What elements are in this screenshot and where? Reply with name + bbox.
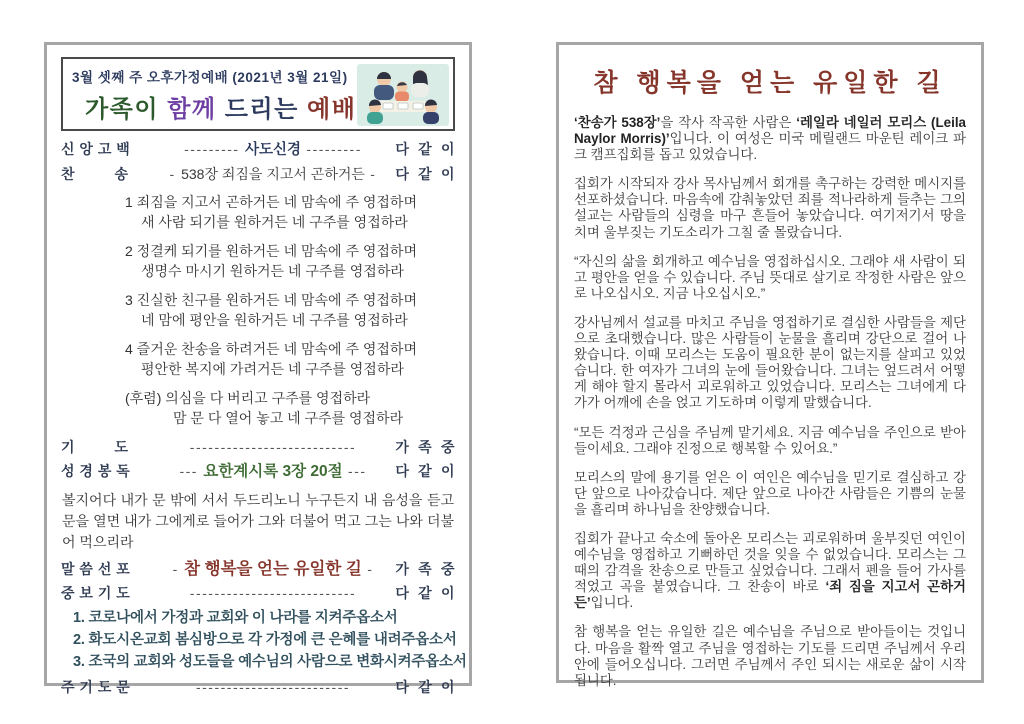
sermon-paragraph: 모리스의 말에 용기를 얻은 이 여인은 예수님을 믿기로 결심하고 강단 앞으로 나아갔습니다. 제단 앞으로 나아간 사람들은 기쁨의 눈물을 흘리며 하나님을 찬양했습니다. xyxy=(574,469,966,517)
intercession-item: 2. 화도시온교회 봄심방으로 각 가정에 큰 은혜를 내려주옵소서 xyxy=(73,632,457,648)
order-item-sermon xyxy=(61,559,455,579)
intercession-item: 3. 조국의 교회와 성도들을 예수님의 사람으로 변화시켜주옵소서 xyxy=(73,654,467,670)
verse-line: (후렴) 의심을 다 버리고 구주를 영접하라 xyxy=(125,390,371,406)
dashes: --- xyxy=(179,463,204,479)
order-item-confession xyxy=(61,139,455,160)
hymn-title: 538장 죄짐을 지고서 곤하거든 xyxy=(181,166,365,182)
verse-line: 맘 문 다 열어 놓고 네 구주를 영접하라 xyxy=(173,410,404,426)
order-by: 다 같 이 xyxy=(395,585,455,601)
order-item-prayer xyxy=(61,437,455,457)
worship-header-text xyxy=(71,64,357,124)
order-by: 가 족 중 xyxy=(395,561,455,577)
worship-header xyxy=(61,57,455,131)
order-item-lords-prayer xyxy=(61,677,455,697)
scripture-reference: 요한계시록 3장 20절 xyxy=(203,463,343,480)
order-label: 중 보 기 도 xyxy=(61,585,131,601)
sermon-quote: “자신의 삶을 회개하고 예수님을 영접하십시오. 그래야 새 사람이 되고 평안을 얻을 수 있습니다. 주님 뜻대로 살기로 작정한 사람은 앞으로 나오십시오. 지금 나오십시오.” xyxy=(574,253,966,301)
worship-title-part: 함께 xyxy=(167,96,225,123)
apostles-creed-label: 사도신경 xyxy=(244,142,302,158)
dashes: --------------------------- xyxy=(189,585,357,601)
dash: - xyxy=(172,561,185,577)
hymn-verse xyxy=(125,290,455,330)
worship-title-part: 드리는 xyxy=(224,96,308,123)
scripture-text: 볼지어다 내가 문 밖에 서서 두드리노니 누구든지 내 음성을 듣고 문을 열면 내가 그에게로 들어가 그와 더불어 먹고 그는 나와 더불어 먹으리라 xyxy=(62,492,454,550)
hymn-verse xyxy=(125,192,455,232)
order-by: 다 같 이 xyxy=(395,166,455,182)
order-by: 가 족 중 xyxy=(395,439,455,455)
dash: - xyxy=(169,166,182,182)
order-middle xyxy=(165,164,381,184)
verse-line: 평안한 복지에 가려거든 네 구주를 영접하라 xyxy=(141,361,404,377)
order-by: 다 같 이 xyxy=(395,141,455,157)
hymn-title-bold: ‘죄 짐을 지고서 곤하거든’ xyxy=(574,579,966,611)
sermon-body xyxy=(574,115,966,689)
hymn-ref-bold: ‘찬송가 538장’ xyxy=(574,115,661,130)
sermon-paragraph: 강사님께서 설교를 마치고 주님을 영접하기로 결심한 사람들을 제단으로 초대했습니다. 많은 사람들이 눈물을 흘리며 강단으로 걸어 나왔습니다. 이때 모리스는 도움이 필요한 분이 없는지를 살피고 있었습니다. 한 여자가 그녀의 눈에 들어왔습니다. 그녀는 엎드려서 어떻게 해야 할지 몰라서 괴로워하고 있었습니다. 모리스는 그녀에게 다가가 어깨에 손을 얹고 기도하며 이렇게 말했습니다. xyxy=(574,314,966,411)
worship-title-part: 예배 xyxy=(307,96,357,123)
order-label: 성 경 봉 독 xyxy=(61,463,131,479)
order-label: 찬 송 xyxy=(61,166,129,182)
dashes: --------- xyxy=(184,141,245,157)
dashes: --------- xyxy=(301,141,362,157)
verse-line: 네 맘에 평안을 원하거든 네 구주를 영접하라 xyxy=(141,312,408,328)
dashes: --- xyxy=(342,463,367,479)
dash: - xyxy=(364,166,377,182)
sermon-paragraph: 집회가 끝나고 숙소에 돌아온 모리스는 괴로워하며 울부짖던 여인이 예수님을 영접하고 기뻐하던 것을 잊을 수 없었습니다. 모리스는 그때의 감격을 찬송으로 만들고 싶었습니다. 그래서 펜을 들어 가사를 적었고 곡을 붙였습니다. 그 찬송이 바로 ‘죄 짐을 지고서 곤하거든’입니다. xyxy=(574,530,966,611)
order-middle xyxy=(165,461,381,482)
order-by: 다 같 이 xyxy=(395,463,455,479)
order-label: 말 씀 선 포 xyxy=(61,561,131,577)
hymn-lyrics xyxy=(125,192,455,428)
order-item-hymn xyxy=(61,164,455,184)
sermon-paragraph: 집회가 시작되자 강사 목사님께서 회개를 촉구하는 강력한 메시지를 선포하셨습니다. 마음속에 감춰놓았던 죄를 적나라하게 들추는 그의 설교는 사람들의 심령을 마구 흔들어 놓았습니다. 여기저기서 땅을 치며 울부짖는 기도소리가 그칠 줄 몰랐습니다. xyxy=(574,176,966,240)
order-item-scripture-reading xyxy=(61,461,455,482)
order-middle xyxy=(165,139,381,160)
sermon-paragraph: 참 행복을 얻는 유일한 길은 예수님을 주님으로 받아들이는 것입니다. 마음을 활짝 열고 주님을 영접하는 기도를 드리면 주님께서 우리 안에 들어오십니다. 그러면 주님께서 주인 되시는 새로운 삶이 시작됩니다. xyxy=(574,624,966,688)
order-label: 주 기 도 문 xyxy=(61,679,131,695)
sermon-quote: “모든 걱정과 근심을 주님께 맡기세요. 지금 예수님을 주인으로 받아들이세요. 그래야 진정으로 행복할 수 있어요.” xyxy=(574,424,966,456)
author-name-bold: ‘레일라 네일러 모리스 (Leila Naylor Morris)’ xyxy=(574,115,966,147)
sermon-paragraph: ‘찬송가 538장’을 작사 작곡한 사람은 ‘레일라 네일러 모리스 (Leila Naylor Morris)’입니다. 이 여성은 미국 메릴랜드 마운틴 레이크 파크 캠프집회를 돕고 있었습니다. xyxy=(574,115,967,163)
intercession-item: 1. 코로나에서 가정과 교회와 이 나라를 지켜주옵소서 xyxy=(73,610,398,626)
hymn-verse xyxy=(125,339,455,379)
worship-title xyxy=(85,89,357,124)
intercession-list xyxy=(73,607,467,673)
family-reading-icon xyxy=(357,64,449,126)
order-label: 기 도 xyxy=(61,439,129,455)
hymn-verse xyxy=(125,241,455,281)
order-label: 신 앙 고 백 xyxy=(61,141,131,157)
sermon-page xyxy=(556,42,984,688)
verse-line: 생명수 마시기 원하거든 네 구주를 영접하라 xyxy=(141,263,404,279)
worship-title-part: 가족이 xyxy=(85,96,168,123)
verse-line: 새 사람 되기를 원하거든 네 구주를 영접하라 xyxy=(141,214,408,230)
sermon-title: 참 행복을 얻는 유일한 길 xyxy=(593,69,947,97)
verse-line: 4 즐거운 찬송을 하려거든 네 맘속에 주 영접하며 xyxy=(125,341,417,357)
dashes: --------------------------- xyxy=(189,439,357,455)
dash: - xyxy=(361,561,374,577)
verse-line: 2 정결케 되기를 원하거든 네 맘속에 주 영접하며 xyxy=(125,243,417,259)
dashes: ------------------------- xyxy=(195,679,351,695)
family-worship-illustration xyxy=(357,64,449,124)
worship-date: 3월 셋째 주 오후가정예배 (2021년 3월 21일) xyxy=(72,70,348,85)
verse-line: 3 진실한 친구를 원하거든 네 맘속에 주 영접하며 xyxy=(125,292,417,308)
verse-line: 1 죄짐을 지고서 곤하거든 네 맘속에 주 영접하며 xyxy=(125,194,417,210)
order-middle xyxy=(165,559,381,579)
order-by: 다 같 이 xyxy=(395,679,455,695)
worship-order-page xyxy=(44,42,472,695)
hymn-chorus xyxy=(125,388,455,428)
sermon-title-inline: 참 행복을 얻는 유일한 길 xyxy=(184,560,362,578)
order-item-intercession xyxy=(61,583,455,603)
